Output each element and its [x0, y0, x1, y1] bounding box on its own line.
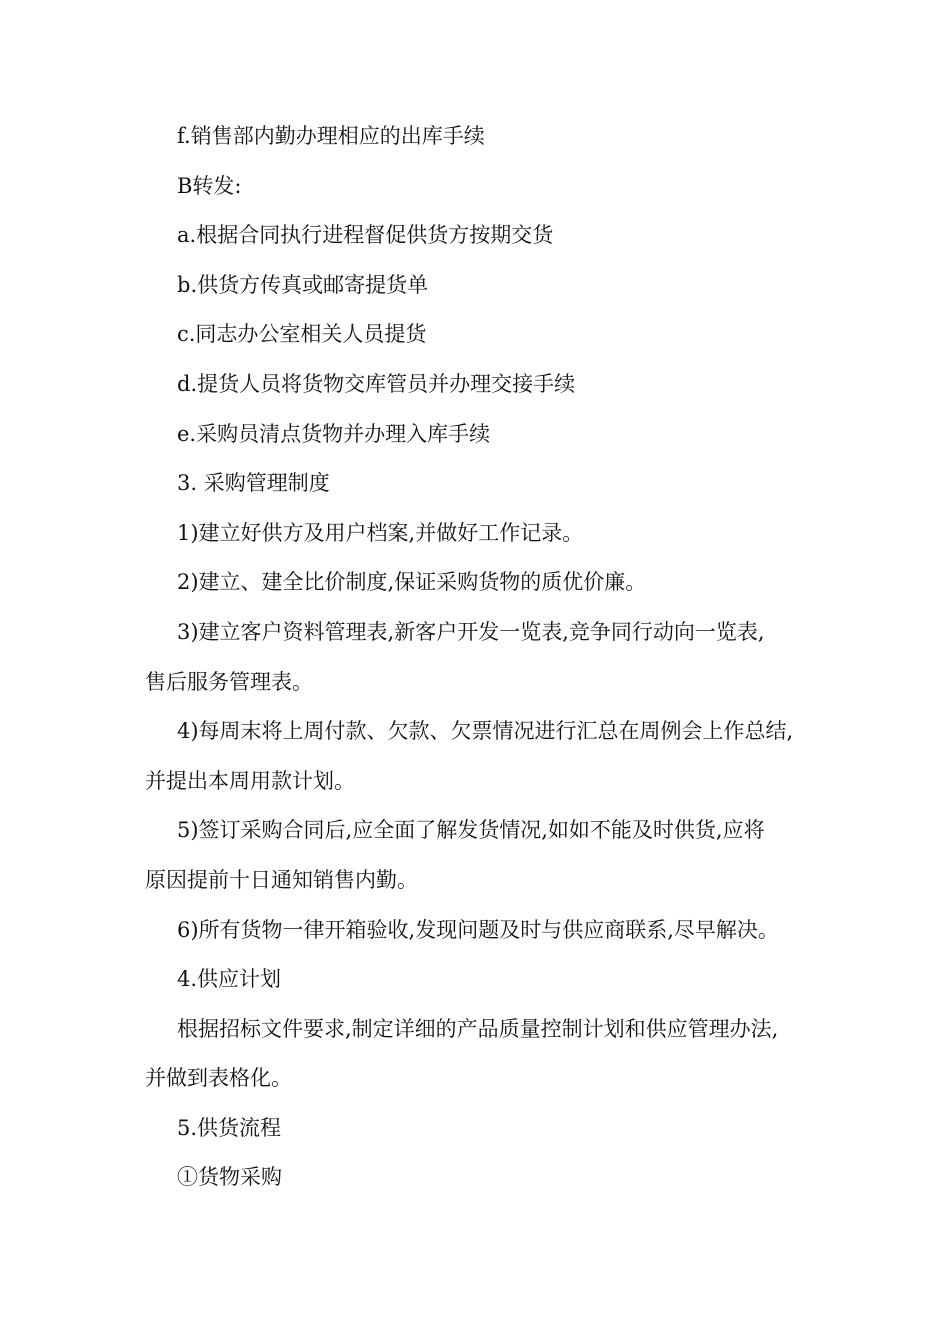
text-line: B转发: — [177, 173, 242, 198]
text-line: ①货物采购 — [177, 1165, 282, 1190]
text-line-continuation: 并做到表格化。 — [145, 1066, 292, 1091]
text-line-continuation: 并提出本周用款计划。 — [145, 768, 355, 793]
text-line-continuation: 售后服务管理表。 — [145, 669, 313, 694]
text-line: a.根据合同执行进程督促供货方按期交货 — [177, 223, 554, 248]
section-heading: 5.供货流程 — [177, 1115, 282, 1140]
text-line: f.销售部内勤办理相应的出库手续 — [177, 124, 485, 148]
text-line: 4)每周末将上周付款、欠款、欠票情况进行汇总在周例会上作总结, — [177, 719, 794, 744]
section-heading: 3. 采购管理制度 — [177, 471, 330, 496]
text-line: b.供货方传真或邮寄提货单 — [177, 272, 429, 297]
text-line: 1)建立好供方及用户档案,并做好工作记录。 — [177, 520, 584, 545]
text-line: 6)所有货物一律开箱验收,发现问题及时与供应商联系,尽早解决。 — [177, 917, 779, 942]
text-line: 2)建立、建全比价制度,保证采购货物的质优价廉。 — [177, 570, 647, 595]
text-line: e.采购员清点货物并办理入库手续 — [177, 421, 491, 446]
text-line: 3)建立客户资料管理表,新客户开发一览表,竞争同行动向一览表, — [177, 619, 765, 644]
document-body — [145, 112, 815, 1203]
text-line: 5)签订采购合同后,应全面了解发货情况,如如不能及时供货,应将 — [177, 818, 765, 843]
section-heading: 4.供应计划 — [177, 967, 282, 992]
text-line-continuation: 原因提前十日通知销售内勤。 — [145, 867, 418, 892]
text-line: d.提货人员将货物交库管员并办理交接手续 — [177, 371, 576, 396]
text-line: 根据招标文件要求,制定详细的产品质量控制计划和供应管理办法, — [177, 1016, 779, 1041]
text-line: c.同志办公室相关人员提货 — [177, 322, 427, 347]
